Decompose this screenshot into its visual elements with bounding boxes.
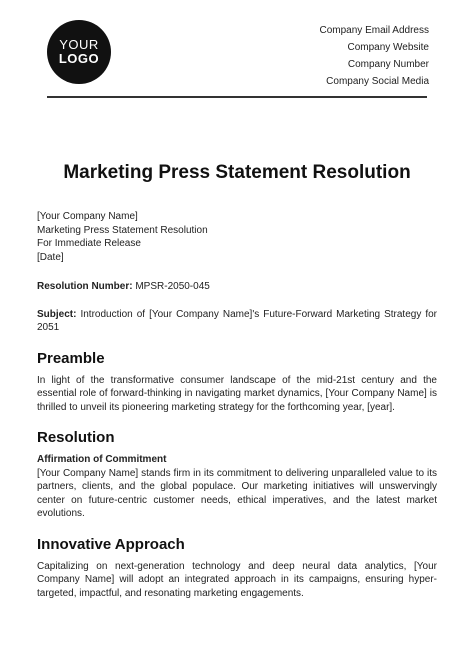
meta-document-name: Marketing Press Statement Resolution — [37, 224, 208, 236]
company-logo — [47, 20, 111, 84]
subject — [37, 308, 437, 335]
document-title: Marketing Press Statement Resolution — [63, 162, 411, 183]
subject-label: Subject: — [37, 308, 77, 320]
preamble-text: In light of the transformative consumer landscape of the mid-21st century and the essential role of forward-thinking in navigating market dynamics, [Your Company Name] is thrilled to unveil its pioneering marketing strategy for the forthcoming year, [year]. — [37, 374, 437, 413]
innovative-approach-heading: Innovative Approach — [37, 535, 185, 553]
resolution-text: [Your Company Name] stands firm in its commitment to delivering unparalleled value to its partners, clients, and the global populace. Our marketing initiatives will unswervingly center on future-centric customer needs, ethical imperatives, and the latest market evolutions. — [37, 467, 437, 519]
subject-value: Introduction of [Your Company Name]'s Future-Forward Marketing Strategy for 2051 — [37, 308, 437, 333]
resolution-number-label: Resolution Number: — [37, 281, 133, 292]
company-email: Company Email Address — [319, 25, 429, 36]
meta-company: [Your Company Name] — [37, 211, 138, 222]
resolution-number — [37, 280, 437, 294]
meta-release: For Immediate Release — [37, 238, 141, 249]
meta-date: [Date] — [37, 251, 64, 263]
logo-text-line2: LOGO — [58, 51, 100, 66]
company-number: Company Number — [347, 59, 429, 70]
resolution-subheading: Affirmation of Commitment — [37, 454, 167, 465]
header-divider — [47, 96, 427, 98]
resolution-number-value: MPSR-2050-045 — [135, 281, 210, 292]
company-website: Company Website — [347, 42, 429, 53]
logo-text-line1: YOUR — [59, 37, 99, 53]
meta-block — [37, 210, 437, 264]
resolution-heading: Resolution — [37, 429, 115, 446]
contact-info — [320, 22, 430, 90]
document-body — [37, 210, 437, 600]
innovative-approach-text: Capitalizing on next-generation technology and deep neural data analytics, [Your Company Name] will adopt an integrated approach in its campaigns, ensuring hyper-targeted, impactful, and resonating marketing engagements. — [37, 560, 437, 599]
preamble-heading: Preamble — [37, 349, 105, 367]
company-social-media: Company Social Media — [326, 76, 429, 87]
